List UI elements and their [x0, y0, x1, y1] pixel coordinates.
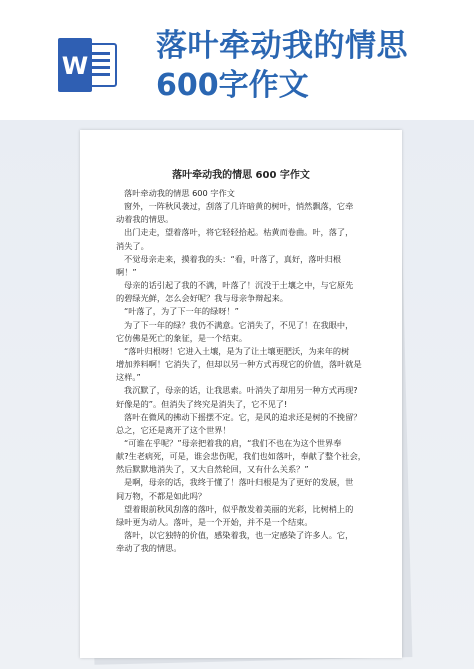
text-line: 望着眼前秋风刮落的落叶，似乎散发着美丽的光彩，比树梢上的 — [124, 503, 354, 514]
text-line: 增加养料啊！它消失了，但却以另一种方式再现它的价值，落叶就是 — [116, 359, 362, 370]
text-line: 不觉母亲走来，摸着我的头：“看，叶落了，真好，落叶归根 — [124, 253, 342, 264]
document-title: 落叶牵动我的情思 600 字作文 — [172, 170, 310, 181]
text-line: 牵动了我的情思。 — [116, 543, 182, 554]
document-body — [116, 187, 376, 555]
word-icon-letter: W — [61, 52, 89, 80]
page-subtitle: 600字作文 — [156, 68, 309, 103]
text-line: 好像是的”。但消失了终究是消失了，它不见了! — [116, 398, 288, 409]
text-line: 落叶，以它独特的价值，感染着我，也一定感染了许多人。它， — [124, 530, 354, 541]
text-line: 消失了。 — [116, 240, 149, 251]
text-line: “叶落了，为了下一年的绿呀！” — [124, 306, 239, 317]
text-line: 是啊，母亲的话，我终于懂了！落叶归根是为了更好的发展，世 — [124, 477, 354, 488]
text-line: 间万物，不都是如此吗？ — [116, 490, 207, 501]
text-line: 啊！” — [116, 266, 137, 277]
text-line: 落叶在微风的拂动下摇摆不定。它，是风的追求还是树的不挽留？ — [124, 411, 362, 422]
text-line: 动着我的情思。 — [116, 214, 174, 225]
text-line: 献?生老病死，可是，谁会悲伤呢，我们也如落叶，奉献了整个社会， — [116, 451, 366, 462]
text-line: “落叶归根呀！它进入土壤，是为了让土壤更肥沃，为来年的树 — [124, 345, 350, 356]
text-line: 窗外，一阵秋风袭过，刮落了几许暗黄的树叶，悄然飘落，它牵 — [124, 201, 354, 212]
page-title: 落叶牵动我的情思 — [156, 28, 408, 64]
text-line: “可谁在乎呢？”母亲把着我的肩，“我们不也在为这个世界奉 — [124, 437, 342, 448]
text-line: 的碧绿光鲜，怎么会好呢？我与母亲争辩起来。 — [116, 293, 288, 304]
text-line: 为了下一年的绿？我仍不满意。它消失了，不见了！在我眼中， — [124, 319, 354, 330]
text-line: 母亲的话引起了我的不满，叶落了！沉没于土壤之中，与它原先 — [124, 280, 354, 291]
text-line: 这样。” — [116, 372, 141, 383]
text-line: 我沉默了，母亲的话，让我思索。叶消失了却用另一种方式再现? — [124, 385, 358, 396]
text-line: 然后默默地消失了，又大自然轮回，又有什么关系？” — [116, 464, 309, 475]
text-line: 它仿佛是死亡的象征，是一个结束。 — [116, 332, 248, 343]
text-line: 出门走走，望着落叶，将它轻轻拾起。枯黄而卷曲。叶，落了， — [124, 227, 354, 238]
page-header — [0, 0, 474, 120]
text-line: 落叶牵动我的情思 600 字作文 — [124, 188, 235, 198]
word-document-icon — [58, 38, 118, 92]
text-line: 总之，它还是离开了这个世界！ — [116, 424, 231, 435]
text-line: 绿叶更为动人。落叶，是一个开始，并不是一个结束。 — [116, 516, 313, 527]
document-page — [80, 130, 402, 658]
